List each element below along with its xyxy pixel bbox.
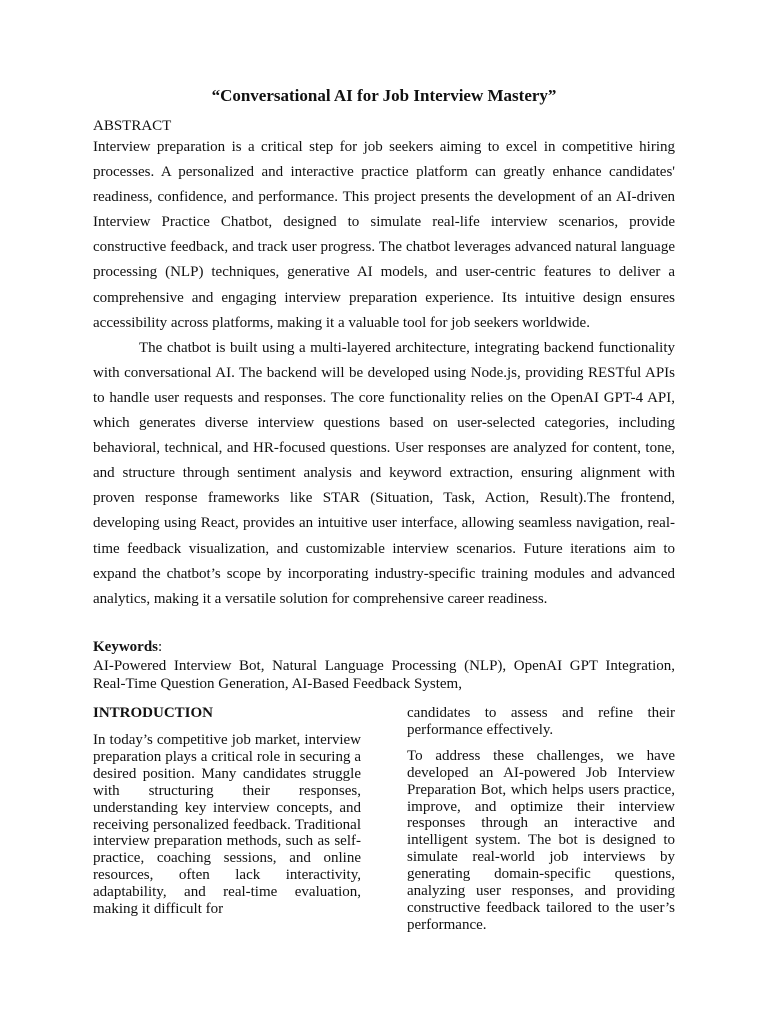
- introduction-heading: INTRODUCTION: [93, 705, 214, 721]
- abstract-section: [93, 135, 675, 612]
- abstract-heading: ABSTRACT: [93, 118, 172, 134]
- paper-title: “Conversational AI for Job Interview Mastery”: [211, 86, 557, 105]
- keywords-label: Keywords: [93, 639, 158, 655]
- introduction-paragraph-1-continued: candidates to assess and refine their performance effectively.: [407, 705, 675, 738]
- left-column: [93, 705, 361, 918]
- right-column: [407, 705, 675, 934]
- introduction-paragraph-2: To address these challenges, we have developed an AI-powered Job Interview Preparation Bot, which helps users practice, improve, and optimize their interview responses through an interactive and intelligent system. The bot is designed to simulate real-world job interviews by generating domain-specific questions, analyzing user responses, and providing constructive feedback tailored to the user’s performance.: [407, 747, 675, 933]
- introduction-paragraph-1: In today’s competitive job market, interview preparation plays a critical role in securing a desired position. Many candidates struggle with structuring their responses, understanding key interview concepts, and receiving personalized feedback. Traditional interview preparation methods, such as self-practice, coaching sessions, and online resources, often lack interactivity, adaptability, and real-time evaluation, making it difficult for: [93, 732, 361, 918]
- keywords-colon: :: [158, 639, 163, 655]
- abstract-paragraph-2: The chatbot is built using a multi-layered architecture, integrating backend functionality with conversational AI. The backend will be developed using Node.js, providing RESTful APIs to handle user requests and responses. The core functionality relies on the OpenAI GPT-4 API, which generates diverse interview questions based on user-selected categories, including behavioral, technical, and HR-focused questions. User responses are analyzed for content, tone, and structure through sentiment analysis and keyword extraction, ensuring alignment with proven response frameworks like STAR (Situation, Task, Action, Result).The frontend, developing using React, provides an intuitive user interface, allowing seamless navigation, real-time feedback visualization, and customizable interview scenarios. Future iterations aim to expand the chatbot’s scope by incorporating industry-specific training modules and advanced analytics, making it a versatile solution for comprehensive career readiness.: [93, 339, 675, 607]
- abstract-paragraph-1: Interview preparation is a critical step for job seekers aiming to excel in competitive hiring processes. A personalized and interactive practice platform can greatly enhance candidates' readiness, confidence, and performance. This project presents the development of an AI-driven Interview Practice Chatbot, designed to simulate real-life interview scenarios, provide constructive feedback, and track user progress. The chatbot leverages advanced natural language processing (NLP) techniques, generative AI models, and user-centric features to deliver a comprehensive and engaging interview preparation experience. Its intuitive design ensures accessibility across platforms, making it a valuable tool for job seekers worldwide.: [93, 139, 675, 331]
- keywords-text: AI-Powered Interview Bot, Natural Language Processing (NLP), OpenAI GPT Integration, Real-Time Question Generation, AI-Based Feedback System,: [93, 658, 675, 692]
- keywords-heading: [93, 639, 162, 656]
